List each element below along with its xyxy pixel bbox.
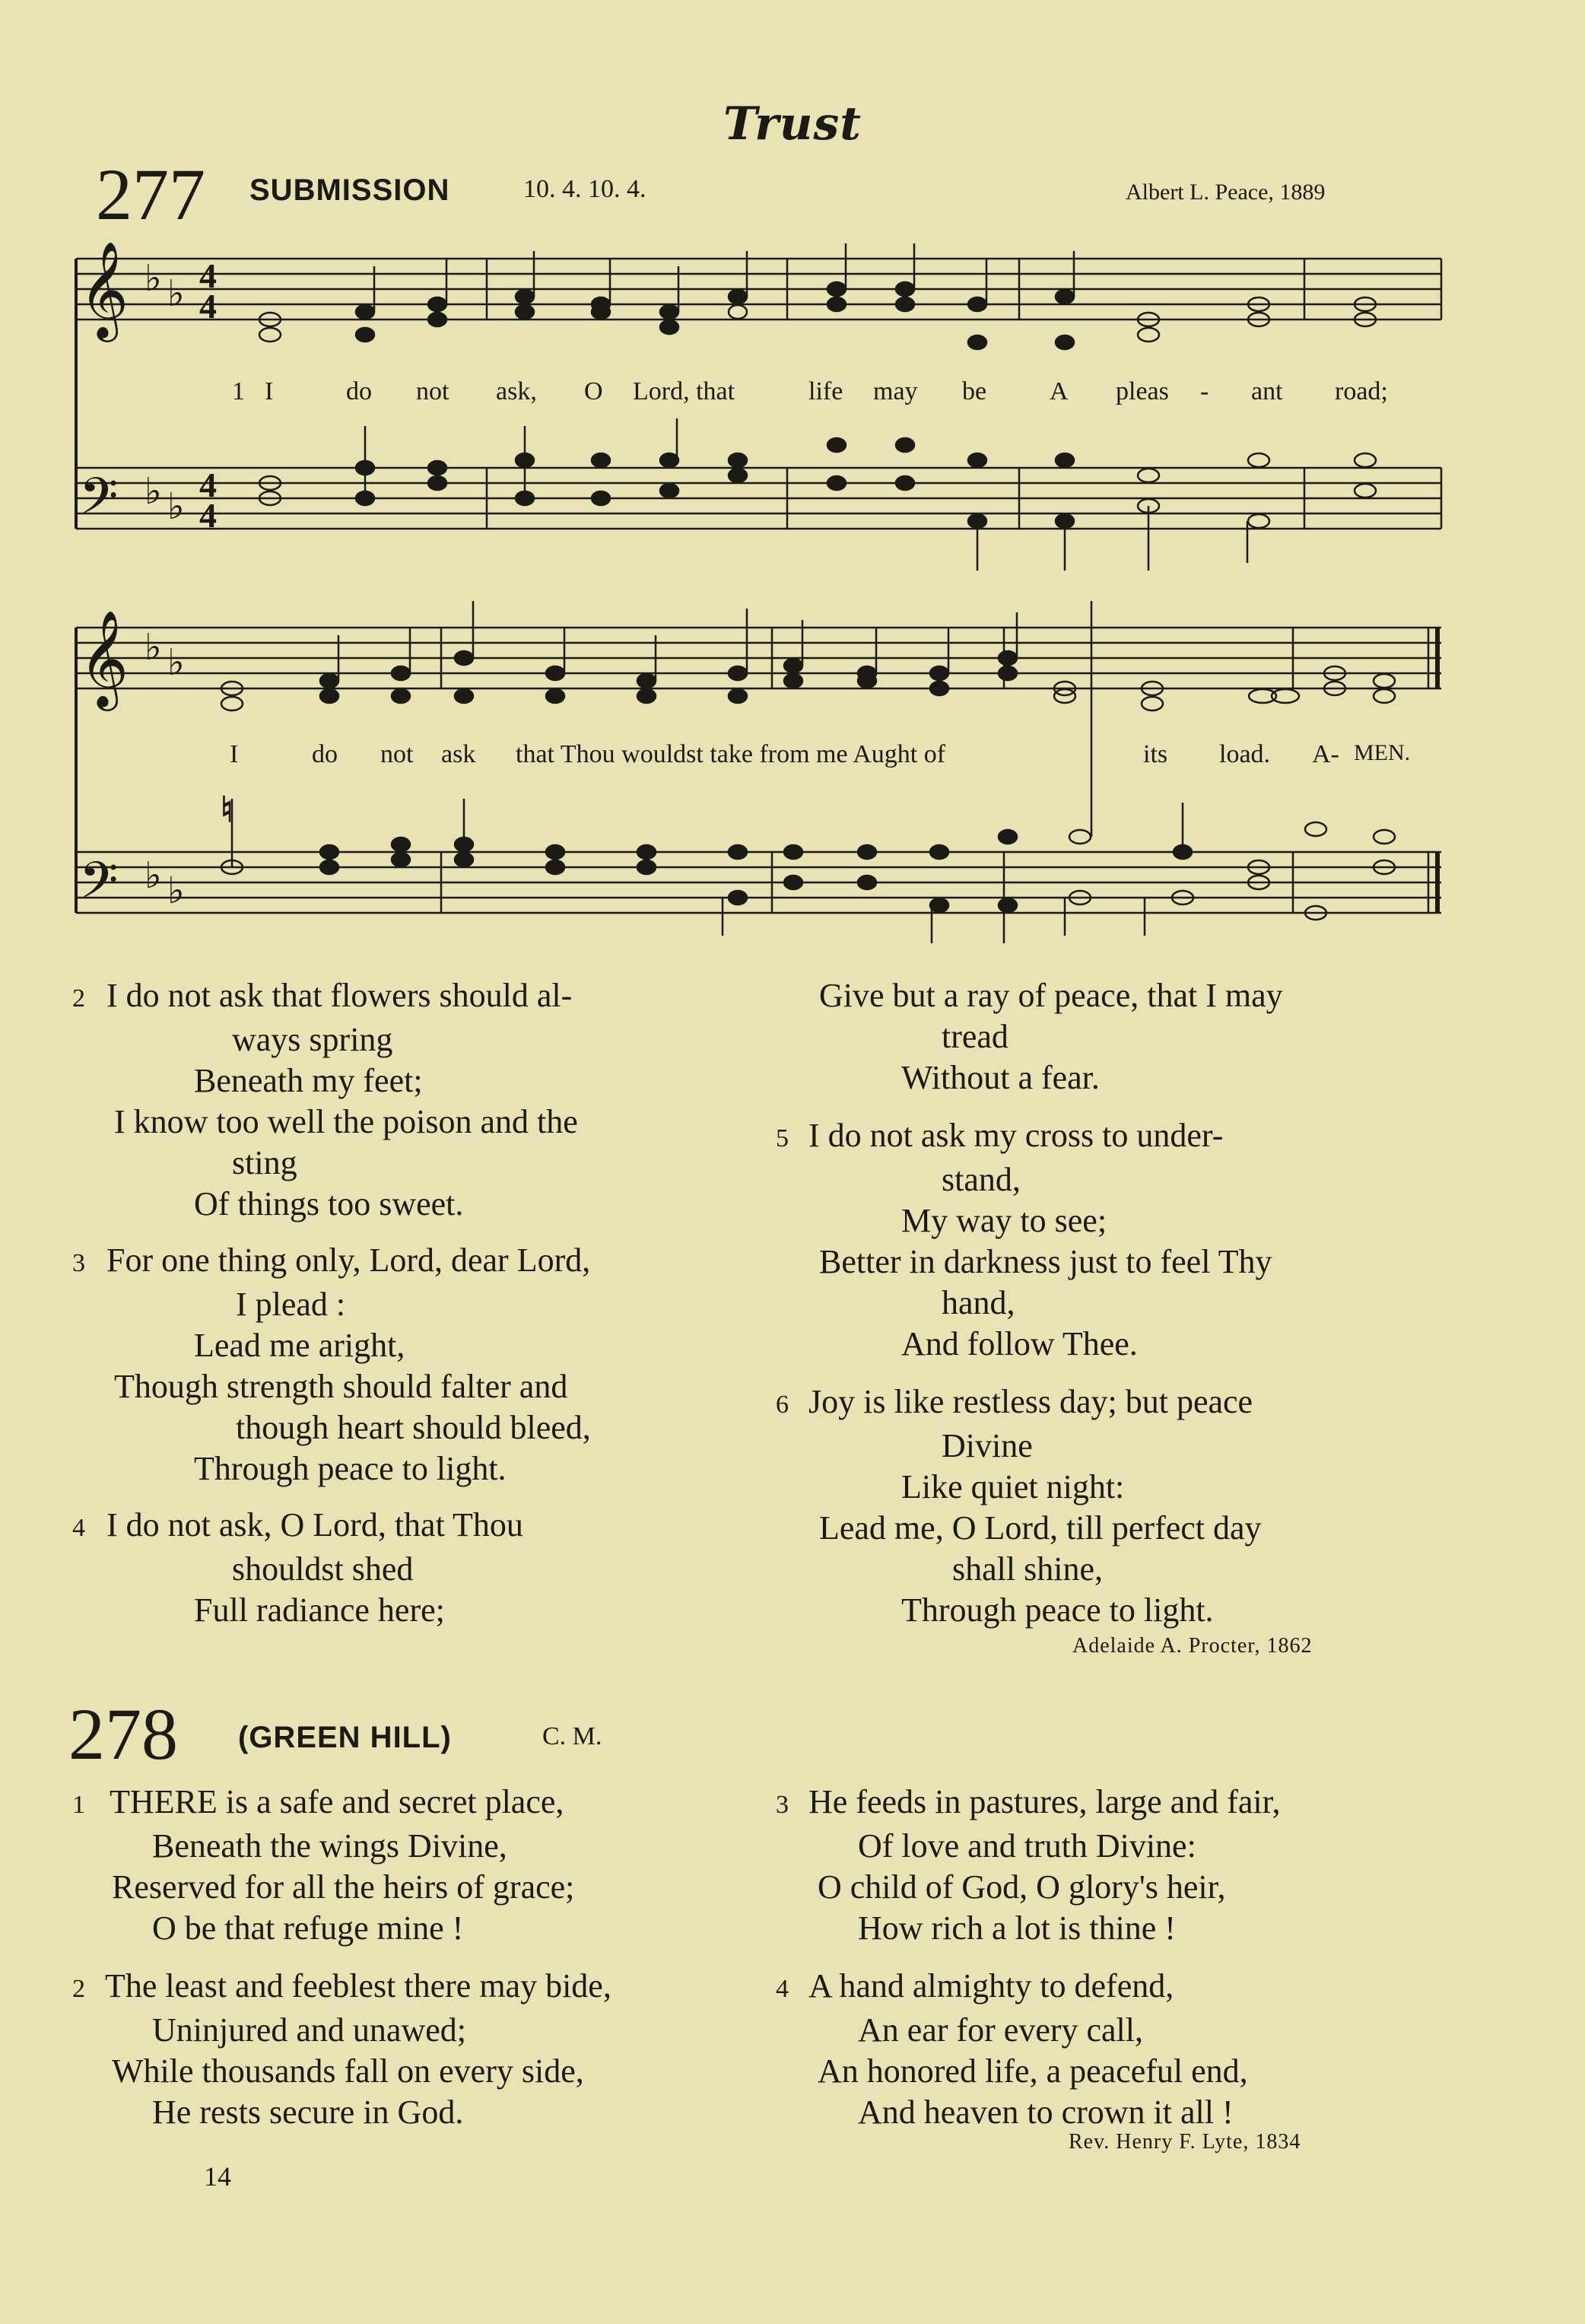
verse-line: The least and feeblest there may bide, (105, 1967, 611, 2004)
verse-line: Reserved for all the heirs of grace; (112, 1868, 575, 1906)
verse-line: Through peace to light. (901, 1591, 1214, 1629)
verse-1 (72, 1782, 757, 1949)
lyric-s2-4: ask (441, 740, 476, 768)
lyric-s2-2: do (312, 740, 338, 768)
music-system-2 (0, 601, 1585, 943)
verse-line: I know too well the poison and the (114, 1103, 578, 1140)
page-number: 14 (204, 2161, 231, 2192)
verse-4-continued (776, 975, 1460, 1098)
verse-line: For one thing only, Lord, dear Lord, (106, 1241, 591, 1279)
hymn-278-number: 278 (68, 1693, 178, 1775)
lyric-s2-9: MEN. (1354, 740, 1411, 765)
lyric-s2-5: that Thou wouldst take from me Aught of (516, 740, 946, 768)
verse-line: My way to see; (901, 1202, 1107, 1239)
lyric-12: pleas (1116, 377, 1169, 405)
verse-line: Lead me, O Lord, till perfect day (819, 1509, 1262, 1547)
verse-line: Lead me aright, (194, 1327, 405, 1364)
verse-line: though heart should bleed, (236, 1409, 591, 1446)
verse-line: He feeds in pastures, large and fair, (808, 1783, 1281, 1820)
verse-line: Like quiet night: (901, 1468, 1125, 1505)
lyric-7: Lord, that (633, 377, 735, 405)
lyric-s2-3: not (380, 740, 414, 768)
verse-2 (72, 1966, 757, 2133)
verse-line: Joy is like restless day; but peace (808, 1383, 1253, 1420)
svg-text:♭: ♭ (145, 854, 162, 897)
hymn-278-verses-left (72, 1782, 757, 2133)
verse-line: Though strength should falter and (114, 1368, 568, 1405)
verse-line: Beneath the wings Divine, (152, 1827, 507, 1865)
verse-number: 2 (72, 984, 85, 1013)
svg-text:4: 4 (199, 496, 217, 535)
verse-line: Of things too sweet. (194, 1185, 464, 1222)
lyric-8: life (808, 377, 843, 405)
hymn-277-author: Adelaide A. Procter, 1862 (1072, 1634, 1313, 1658)
verse-line: A hand almighty to defend, (808, 1967, 1174, 2004)
lyric-s2-1: I (230, 740, 239, 768)
verse-line: stand, (942, 1161, 1021, 1198)
hymn-278-author: Rev. Henry F. Lyte, 1834 (1069, 2130, 1301, 2154)
svg-text:♭: ♭ (167, 870, 185, 912)
verse-4 (72, 1505, 757, 1631)
hymn-277-composer: Albert L. Peace, 1889 (1126, 180, 1326, 205)
verse-line: O be that refuge mine ! (152, 1909, 464, 1947)
lyric-s2-6: its (1143, 740, 1168, 768)
hymn-278-meter: C. M. (542, 1722, 602, 1750)
verse-line: shouldst shed (232, 1550, 414, 1588)
verse-line: I do not ask, O Lord, that Thou (106, 1506, 523, 1544)
verse-number: 1 (72, 1791, 85, 1819)
verse-line: Full radiance here; (194, 1591, 445, 1629)
svg-text:♭: ♭ (145, 626, 162, 669)
lyric-9: may (873, 377, 918, 405)
verse-line: Of love and truth Divine: (858, 1827, 1196, 1865)
running-head: Trust (723, 97, 862, 151)
verse-line: And heaven to crown it all ! (858, 2094, 1234, 2131)
verse-line: While thousands fall on every side, (112, 2052, 584, 2090)
hymn-277-verses-right (776, 975, 1460, 1631)
verse-line: hand, (942, 1284, 1015, 1321)
lyric-s2-7: load. (1219, 740, 1271, 768)
verse-line: He rests secure in God. (152, 2094, 464, 2131)
verse-number: 2 (72, 1975, 85, 2003)
verse-line: An honored life, a peaceful end, (818, 2052, 1248, 2090)
lyric-11: A (1050, 377, 1069, 405)
svg-text:𝄢: 𝄢 (79, 851, 119, 922)
lyric-13: - (1200, 377, 1209, 405)
hymn-277-tune: SUBMISSION (249, 173, 450, 207)
svg-text:𝄞: 𝄞 (79, 609, 129, 707)
verse-line: I do not ask my cross to under- (808, 1117, 1224, 1154)
verse-line: An ear for every call, (858, 2011, 1144, 2049)
verse-line: Divine (942, 1427, 1033, 1464)
svg-text:4: 4 (199, 256, 217, 295)
verse-number: 6 (776, 1391, 789, 1419)
verse-6 (776, 1381, 1460, 1631)
verse-line: Uninjured and unawed; (152, 2011, 466, 2049)
verse-line: tread (942, 1018, 1008, 1055)
hymn-277-verses-left (72, 975, 757, 1631)
verse-line: sting (232, 1144, 297, 1181)
hymn-278-verses-right (776, 1782, 1460, 2133)
lyric-15: road; (1335, 377, 1388, 405)
lyric-6: O (584, 377, 603, 405)
verse-line: O child of God, O glory's heir, (818, 1868, 1226, 1906)
verse-line: Give but a ray of peace, that I may (819, 977, 1283, 1014)
svg-text:4: 4 (199, 287, 217, 326)
verse-line: I do not ask that flowers should al- (106, 977, 573, 1014)
hymn-277-number: 277 (96, 154, 205, 235)
svg-text:𝄢: 𝄢 (79, 467, 119, 538)
verse-number: 4 (776, 1975, 789, 2003)
svg-text:𝄞: 𝄞 (79, 240, 129, 338)
lyric-10: be (962, 377, 987, 405)
svg-text:♭: ♭ (145, 470, 162, 513)
verse-line: Without a fear. (901, 1059, 1100, 1096)
svg-text:♭: ♭ (167, 272, 185, 315)
lyric-2: I (265, 377, 274, 405)
verse-line: ways spring (232, 1021, 393, 1058)
verse-line: Beneath my feet; (194, 1062, 423, 1099)
verse-3 (72, 1240, 757, 1489)
verse-5 (776, 1115, 1460, 1365)
svg-text:♭: ♭ (167, 641, 185, 684)
verse-line: And follow Thee. (901, 1325, 1138, 1362)
svg-text:♭: ♭ (167, 485, 185, 528)
verse-line: THERE is a safe and secret place, (110, 1783, 564, 1820)
verse-number: 3 (72, 1249, 85, 1277)
lyric-s2-8: A- (1312, 740, 1339, 768)
lyric-4: not (416, 377, 449, 405)
verse-line: I plead : (236, 1286, 346, 1323)
verse-4 (776, 1966, 1460, 2133)
verse-number: 3 (776, 1791, 789, 1819)
verse-number: 5 (776, 1124, 789, 1152)
svg-text:♭: ♭ (145, 257, 162, 300)
verse-line: Better in darkness just to feel Thy (819, 1243, 1272, 1280)
lyric-5: ask, (496, 377, 537, 405)
svg-text:♮: ♮ (221, 790, 233, 829)
verse-3 (776, 1782, 1460, 1949)
verse-line: shall shine, (952, 1550, 1103, 1588)
hymn-277-meter: 10. 4. 10. 4. (523, 175, 646, 203)
svg-text:4: 4 (199, 466, 217, 504)
verse-line: How rich a lot is thine ! (858, 1909, 1176, 1947)
lyric-14: ant (1251, 377, 1283, 405)
verse-number: 4 (72, 1514, 85, 1542)
lyric-1: 1 (232, 377, 245, 405)
verse-2 (72, 975, 757, 1225)
verse-line: Through peace to light. (194, 1450, 507, 1487)
hymn-278-tune: (GREEN HILL) (238, 1721, 452, 1754)
lyric-3: do (346, 377, 372, 405)
